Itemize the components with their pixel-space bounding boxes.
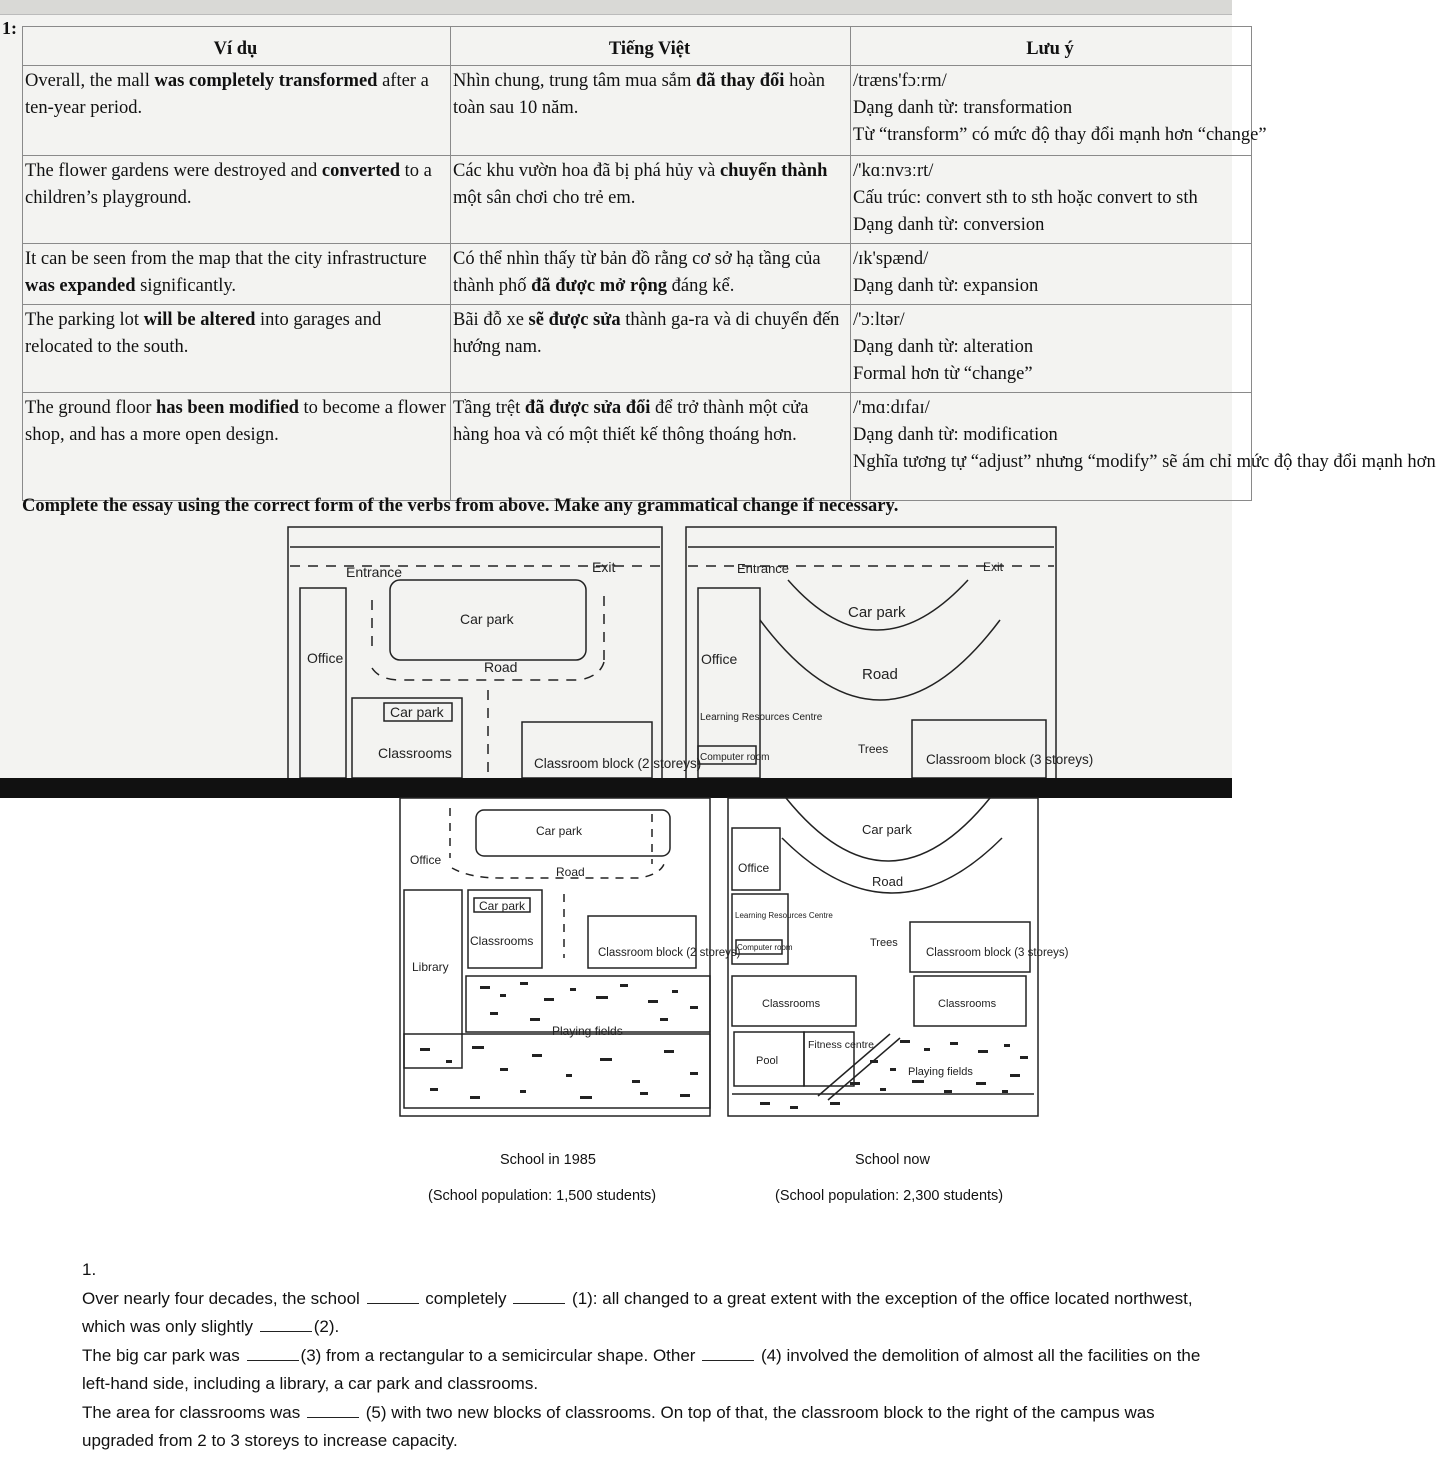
- map-1985-car-park-label: Car park: [536, 824, 583, 838]
- map-now-trees-label: Trees: [870, 937, 898, 949]
- map-now-caption: School now: [855, 1152, 930, 1168]
- vietnamese-cell: Có thể nhìn thấy từ bản đồ rằng cơ sở hạ tầng của thành phố đã được mở rộng đáng kể.: [451, 244, 851, 305]
- answer-blank[interactable]: [513, 1289, 565, 1304]
- map-now-car-park-label: Car park: [862, 822, 912, 837]
- map-now-road-label: Road: [862, 666, 898, 683]
- map-now-exit-label: Exit: [983, 560, 1004, 574]
- map-1985-small-car-park-label: Car park: [479, 899, 526, 913]
- example-cell: It can be seen from the map that the city infrastructure was expanded significantly.: [23, 244, 451, 305]
- essay-line: The big car park was (3) from a rectangular to a semicircular shape. Other (4) involved the demolition of almost all the facilities on the: [82, 1345, 1201, 1365]
- map-now-population: (School population: 2,300 students): [775, 1188, 1004, 1204]
- vietnamese-cell: Bãi đỗ xe sẽ được sửa thành ga-ra và di chuyển đến hướng nam.: [451, 305, 851, 393]
- essay-line: which was only slightly (2).: [82, 1317, 340, 1336]
- vietnamese-cell: Các khu vườn hoa đã bị phá hủy và chuyển thành một sân chơi cho trẻ em.: [451, 156, 851, 244]
- map-now-classrooms-left-label: Classrooms: [762, 998, 821, 1010]
- map-now-classroom-block-label: Classroom block (3 storeys): [926, 947, 1069, 959]
- essay-line: Over nearly four decades, the school completely (1): all changed to a great extent with the exception of the office located northwest,: [82, 1288, 1193, 1308]
- header-vietnamese: Tiếng Việt: [451, 27, 851, 66]
- example-cell: The parking lot will be altered into garages and relocated to the south.: [23, 305, 451, 393]
- map-now-computer-room-label: Computer room: [700, 752, 770, 763]
- map-1985-office-label: Office: [410, 853, 442, 867]
- map-now-lrc-label: Learning Resources Centre: [700, 712, 823, 723]
- essay-line: upgraded from 2 to 3 storeys to increase capacity.: [82, 1431, 458, 1450]
- map-now-car-park-label: Car park: [848, 604, 906, 621]
- example-cell: Overall, the mall was completely transformed after a ten-year period.: [23, 66, 451, 156]
- map-now-playing-field-dots: [760, 1040, 1028, 1109]
- map-1985-playing-fields-label: Playing fields: [552, 1024, 623, 1038]
- section-label: 1:: [2, 18, 17, 38]
- map-now-trees-label: Trees: [858, 742, 889, 756]
- exercise-section: [0, 798, 1232, 1462]
- example-cell: The ground floor has been modified to become a flower shop, and has a more open design.: [23, 393, 451, 501]
- answer-blank[interactable]: [307, 1403, 359, 1418]
- maps-top-crop: [0, 0, 1232, 778]
- map-1985-classrooms-label: Classrooms: [378, 745, 452, 761]
- map-1985-classrooms-label: Classrooms: [470, 934, 534, 948]
- answer-blank[interactable]: [260, 1317, 312, 1332]
- map-now-pool-label: Pool: [756, 1055, 779, 1067]
- map-1985-small-car-park-label: Car park: [390, 704, 444, 720]
- map-1985-road-label: Road: [484, 659, 518, 675]
- exercise-instruction: Complete the essay using the correct form of the verbs from above. Make any grammatical change if necessary.: [22, 496, 899, 516]
- map-1985-road-label: Road: [556, 865, 585, 879]
- map-1985-car-park-label: Car park: [460, 611, 514, 627]
- map-1985-exit-label: Exit: [592, 559, 616, 575]
- answer-blank[interactable]: [247, 1346, 299, 1361]
- map-now-classroom-block-label: Classroom block (3 storeys): [926, 752, 1094, 767]
- example-cell: The flower gardens were destroyed and converted to a children’s playground.: [23, 156, 451, 244]
- vietnamese-cell: Tầng trệt đã được sửa đổi để trở thành một cửa hàng hoa và có một thiết kế thông thoáng hơn.: [451, 393, 851, 501]
- note-cell: /'kɑːnvɜːrt/ Cấu trúc: convert sth to sth hoặc convert to sth Dạng danh từ: conversion: [851, 156, 1252, 244]
- essay-line: The area for classrooms was (5) with two new blocks of classrooms. On top of that, the classroom block to the right of the campus was: [82, 1402, 1155, 1422]
- map-now-lrc-label: Learning Resources Centre: [735, 911, 833, 920]
- essay-exercise: [82, 1256, 1232, 1456]
- map-1985-population: (School population: 1,500 students): [428, 1188, 657, 1204]
- map-1985-office-label: Office: [307, 650, 344, 666]
- map-1985-caption: School in 1985: [500, 1152, 596, 1168]
- map-now-road-label: Road: [872, 874, 904, 889]
- map-now-fitness-centre-label: Fitness centre: [808, 1039, 874, 1051]
- note-cell: /'mɑːdɪfaɪ/ Dạng danh từ: modification Nghĩa tương tự “adjust” nhưng “modify” sẽ ám chỉ mức độ thay đổi mạnh hơn: [851, 393, 1252, 501]
- answer-blank[interactable]: [702, 1346, 754, 1361]
- map-1985-library-label: Library: [412, 960, 449, 974]
- map-1985-classroom-block-label: Classroom block (2 storeys): [534, 756, 702, 771]
- maps-figure: [0, 798, 1232, 1138]
- note-cell: /ɪk'spænd/ Dạng danh từ: expansion: [851, 244, 1252, 305]
- note-cell: /'ɔːltər/ Dạng danh từ: alteration Formal hơn từ “change”: [851, 305, 1252, 393]
- note-cell: /træns'fɔːrm/ Dạng danh từ: transformation Từ “transform” có mức độ thay đổi mạnh hơn “change”: [851, 66, 1252, 156]
- vietnamese-cell: Nhìn chung, trung tâm mua sắm đã thay đổi hoàn toàn sau 10 năm.: [451, 66, 851, 156]
- exercise-number: 1.: [82, 1260, 97, 1279]
- map-now-classrooms-right-label: Classrooms: [938, 998, 997, 1010]
- photo-divider: [0, 778, 1232, 798]
- header-notes: Lưu ý: [851, 27, 1252, 66]
- map-now-office-label: Office: [701, 651, 738, 667]
- map-now-entrance-label: Entrance: [737, 561, 790, 576]
- answer-blank[interactable]: [367, 1289, 419, 1304]
- essay-line: left-hand side, including a library, a car park and classrooms.: [82, 1374, 539, 1393]
- map-now-computer-room-label: Computer room: [737, 943, 793, 952]
- header-example: Ví dụ: [23, 27, 451, 66]
- map-1985-classroom-block-label: Classroom block (2 storeys): [598, 947, 741, 959]
- map-now-office-label: Office: [738, 861, 770, 875]
- map-1985-entrance-label: Entrance: [346, 564, 403, 580]
- map-now-playing-fields-label: Playing fields: [908, 1066, 973, 1078]
